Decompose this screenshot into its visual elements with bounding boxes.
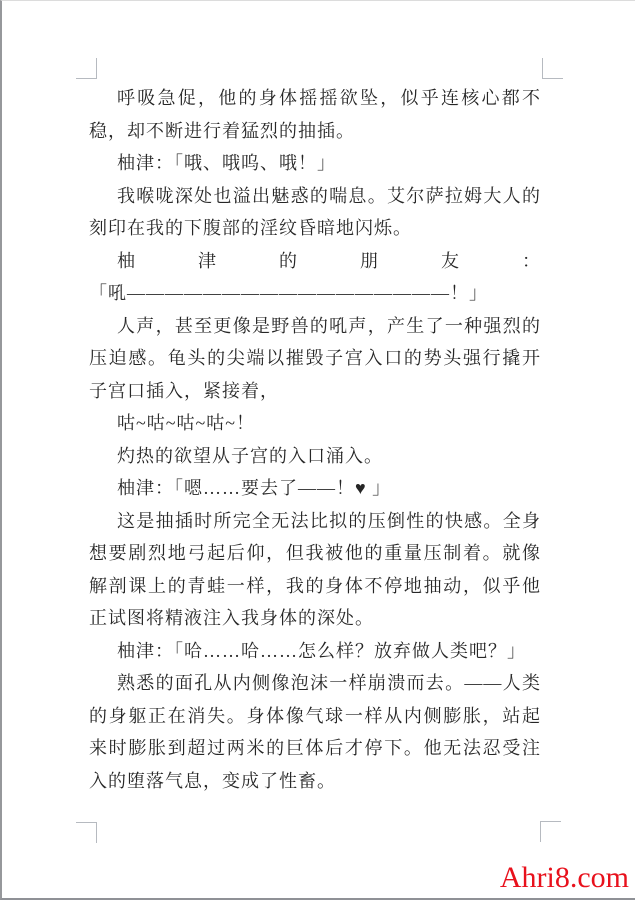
margin-crop-mark-bottom-right bbox=[540, 821, 561, 842]
paragraph-roar-dash-line: 「吼—————————————————！」 bbox=[89, 283, 488, 303]
watermark-ahri8: Ahri8.com bbox=[499, 861, 629, 894]
paragraph-yuzu-climax: 柚津：「嗯……要去了——！♥ 」 bbox=[117, 478, 392, 498]
paragraph-overwhelming-sensation: 这是抽插时所完全无法比拟的压倒性的快感。全身想要剧烈地弓起后仰，但我被他的重量压制着。就像解剖课上的青蛙一样，我的身体不停地抽动，似乎他正试图将精液注入我身体的深处。 bbox=[89, 510, 541, 628]
paragraph-breathing: 呼吸急促，他的身体摇摇欲坠，似乎连核心都不稳，却不断进行着猛烈的抽插。 bbox=[89, 88, 541, 141]
margin-crop-mark-bottom-left bbox=[76, 822, 97, 843]
paragraph-transformation: 熟悉的面孔从内侧像泡沫一样崩溃而去。——人类的身躯正在消失。身体像气球一样从内侧膨胀，站起来时膨胀到超过两米的巨体后才停下。他无法忍受注入的堕落气息，变成了性畜。 bbox=[89, 673, 541, 791]
margin-crop-mark-top-right bbox=[542, 58, 563, 79]
paragraph-beast-roar: 人声，甚至更像是野兽的吼声，产生了一种强烈的压迫感。龟头的尖端以摧毁子宫入口的势头强行撬开子宫口插入，紧接着， bbox=[89, 315, 541, 401]
paragraph-yuzu-moan: 柚津：「哦、哦呜、哦！」 bbox=[117, 153, 336, 173]
paragraph-yuzu-question: 柚津：「哈……哈……怎么样？放弃做人类吧？」 bbox=[117, 640, 526, 661]
document-text bbox=[89, 82, 541, 797]
paragraph-throat-gasp: 我喉咙深处也溢出魅惑的喘息。艾尔萨拉姆大人的刻印在我的下腹部的淫纹昏暗地闪烁。 bbox=[89, 185, 541, 238]
paragraph-heat-pours: 灼热的欲望从子宫的入口涌入。 bbox=[117, 445, 383, 466]
margin-crop-mark-top-left bbox=[76, 58, 97, 79]
paragraph-gulp-sounds: 咕~咕~咕~咕~！ bbox=[117, 413, 255, 433]
paragraph-friend-speaker-spread-line: 柚津的朋友： bbox=[117, 250, 541, 271]
